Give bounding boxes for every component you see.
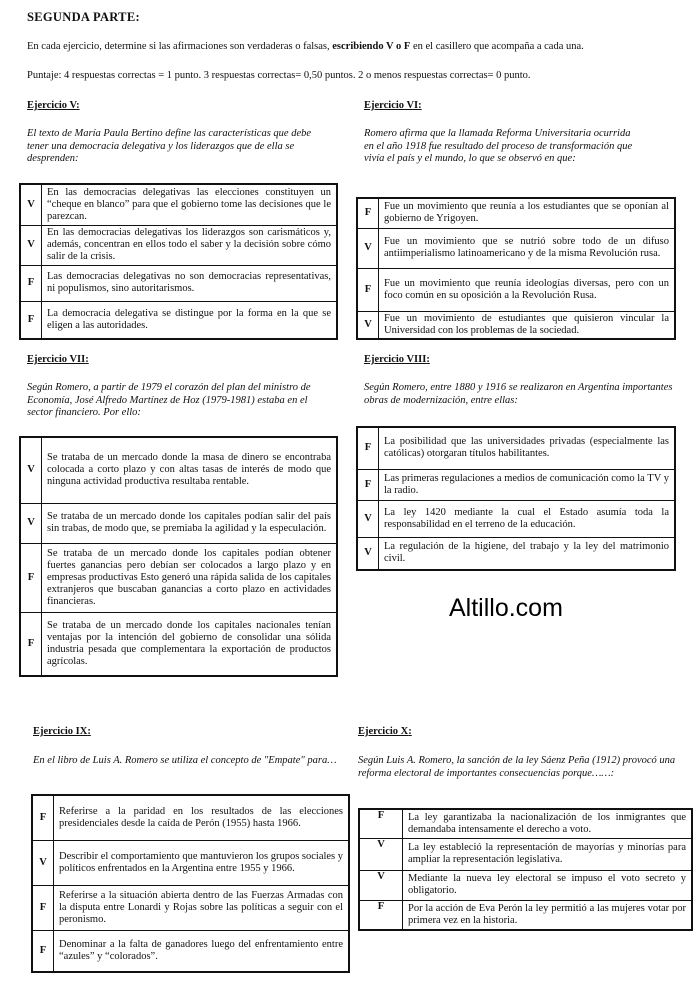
statement-cell: Se trataba de un mercado donde los capitales podían obtener fuertes ganancias pero debían ser colocados a largo plazo y en empresas productivas Esto generó una rápida salida de los capitales extranjeros que buscaban ganancias a corto plazo en actividades financieras. bbox=[42, 543, 338, 612]
table-row bbox=[20, 503, 337, 543]
statement-cell: Fue un movimiento que reunía ideologías diversas, pero con un foco común en su oposición a la Revolución Rusa. bbox=[379, 268, 676, 311]
statement-cell: Referirse a la situación abierta dentro de las Fuerzas Armadas con la disputa entre Lonardi y Rojas sobre las políticas a seguir con el peronismo. bbox=[54, 885, 350, 930]
statement-cell: Fue un movimiento que se nutrió sobre todo de un difuso antiimperialismo latinoamericano y de la misma Revolución rusa. bbox=[379, 228, 676, 268]
exercise-vi-prompt: Romero afirma que la llamada Reforma Universitaria ocurrida en el año 1918 fue resultado del proceso de transformación que vivía el país y el mundo, lo que se observó en que: bbox=[364, 128, 633, 164]
statement-cell: Describir el comportamiento que mantuvieron los grupos sociales y políticos enfrentados en la Argentina entre 1955 y 1966. bbox=[54, 840, 350, 885]
answer-cell[interactable]: V bbox=[20, 503, 42, 543]
table-row bbox=[357, 427, 675, 469]
answer-cell[interactable]: F bbox=[357, 469, 379, 500]
answer-cell[interactable]: V bbox=[20, 437, 42, 503]
answer-cell[interactable]: V bbox=[20, 225, 42, 265]
page-title: SEGUNDA PARTE: bbox=[27, 10, 140, 24]
statement-cell: En las democracias delegativas los liderazgos son carismáticos y, además, concentran en ellos todo el saber y la decisión sobre cómo salir de la crisis. bbox=[42, 225, 338, 265]
exercise-x-table bbox=[358, 808, 693, 931]
statement-cell: Las primeras regulaciones a medios de comunicación como la TV y la radio. bbox=[379, 469, 676, 500]
instructions bbox=[27, 40, 667, 53]
statement-cell: Se trataba de un mercado donde la masa de dinero se encontraba colocada a corto plazo y con altas tasas de interés de modo que ninguna actividad productiva resultaba rentable. bbox=[42, 437, 338, 503]
answer-cell[interactable]: V bbox=[357, 537, 379, 570]
scoring-rules: Puntaje: 4 respuestas correctas = 1 punto. 3 respuestas correctas= 0,50 puntos. 2 o menos respuestas correctas= 0 punto. bbox=[27, 70, 531, 81]
answer-cell[interactable]: F bbox=[357, 198, 379, 228]
instruction-post: en el casillero que acompaña a cada una. bbox=[410, 41, 584, 52]
statement-cell: Por la acción de Eva Perón la ley permitió a las mujeres votar por primera vez en la historia. bbox=[403, 900, 693, 930]
exercise-viii-table bbox=[356, 426, 676, 571]
answer-cell[interactable]: F bbox=[359, 900, 403, 930]
table-row bbox=[20, 225, 337, 265]
table-row bbox=[357, 537, 675, 570]
statement-cell: Referirse a la paridad en los resultados de las elecciones presidenciales desde la caída de Perón (1955) hasta 1966. bbox=[54, 795, 350, 840]
table-row bbox=[359, 809, 692, 838]
statement-cell: La ley estableció la representación de mayorías y minorías para ampliar la representación legislativa. bbox=[403, 838, 693, 870]
table-row bbox=[357, 469, 675, 500]
table-row bbox=[359, 838, 692, 870]
table-row bbox=[20, 437, 337, 503]
exercise-v-prompt: El texto de María Paula Bertino define las características que debe tener una democracia delegativa y los liderazgos que de ella se desprenden: bbox=[27, 128, 312, 164]
exercise-vi-table bbox=[356, 197, 676, 340]
table-row bbox=[32, 885, 349, 930]
answer-cell[interactable]: V bbox=[359, 838, 403, 870]
exercise-vii-table bbox=[19, 436, 338, 677]
exercise-vii-heading: Ejercicio VII: bbox=[27, 354, 89, 365]
table-row bbox=[357, 311, 675, 339]
table-row bbox=[357, 198, 675, 228]
statement-cell: Se trataba de un mercado donde los capitales podían salir del país sin trabas, de modo que, se premiaba la agilidad y la especulación. bbox=[42, 503, 338, 543]
answer-cell[interactable]: F bbox=[20, 612, 42, 676]
instruction-bold: escribiendo V o F bbox=[332, 41, 411, 52]
table-row bbox=[20, 301, 337, 339]
exercise-vii-prompt: Según Romero, a partir de 1979 el corazón del plan del ministro de Economía, José Alfredo Martínez de Hoz (1979-1981) estaba en el sector financiero. Por ello: bbox=[27, 382, 311, 418]
exercise-ix-prompt: En el libro de Luis A. Romero se utiliza el concepto de "Empate" para… bbox=[33, 755, 337, 766]
answer-cell[interactable]: V bbox=[357, 311, 379, 339]
exercise-viii-prompt: Según Romero, entre 1880 y 1916 se realizaron en Argentina importantes obras de modernización, entre ellas: bbox=[364, 382, 673, 406]
answer-cell[interactable]: V bbox=[357, 228, 379, 268]
table-row bbox=[357, 268, 675, 311]
table-row bbox=[32, 840, 349, 885]
statement-cell: Mediante la nueva ley electoral se impuso el voto secreto y obligatorio. bbox=[403, 870, 693, 900]
answer-cell[interactable]: F bbox=[20, 265, 42, 301]
table-row bbox=[357, 500, 675, 537]
table-row bbox=[359, 870, 692, 900]
table-row bbox=[20, 265, 337, 301]
answer-cell[interactable]: F bbox=[357, 268, 379, 311]
statement-cell: La ley 1420 mediante la cual el Estado asumía toda la responsabilidad en el terreno de la educación. bbox=[379, 500, 676, 537]
statement-cell: Denominar a la falta de ganadores luego del enfrentamiento entre “azules” y “colorados”. bbox=[54, 930, 350, 972]
brand-logo: Altillo.com bbox=[449, 594, 563, 622]
exercise-x-heading: Ejercicio X: bbox=[358, 726, 412, 737]
statement-cell: La posibilidad que las universidades privadas (especialmente las católicas) otorgaran títulos habilitantes. bbox=[379, 427, 676, 469]
table-row bbox=[32, 795, 349, 840]
statement-cell: Fue un movimiento de estudiantes que quisieron vincular la Universidad con los problemas de la sociedad. bbox=[379, 311, 676, 339]
answer-cell[interactable]: F bbox=[20, 543, 42, 612]
exercise-v-heading: Ejercicio V: bbox=[27, 100, 80, 111]
table-row bbox=[32, 930, 349, 972]
statement-cell: La democracia delegativa se distingue por la forma en la que se eligen a las autoridades. bbox=[42, 301, 338, 339]
exercise-v-table bbox=[19, 183, 338, 340]
answer-cell[interactable]: V bbox=[359, 870, 403, 900]
answer-cell[interactable]: F bbox=[357, 427, 379, 469]
exercise-vi-heading: Ejercicio VI: bbox=[364, 100, 422, 111]
table-row bbox=[357, 228, 675, 268]
answer-cell[interactable]: F bbox=[32, 795, 54, 840]
table-row bbox=[20, 184, 337, 225]
exercise-ix-heading: Ejercicio IX: bbox=[33, 726, 91, 737]
answer-cell[interactable]: F bbox=[32, 885, 54, 930]
exercise-x-prompt: Según Luis A. Romero, la sanción de la ley Sáenz Peña (1912) provocó una reforma electoral de importantes consecuencias porque……: bbox=[358, 755, 676, 779]
statement-cell: Se trataba de un mercado donde los capitales nacionales tenían ventajas por la intención del gobierno de consolidar una sólida industria pesada que complementara la exportación de productos agrícolas. bbox=[42, 612, 338, 676]
statement-cell: En las democracias delegativas las elecciones constituyen un “cheque en blanco” para que el gobierno tome las decisiones que le parezcan. bbox=[42, 184, 338, 225]
exercise-viii-heading: Ejercicio VIII: bbox=[364, 354, 430, 365]
table-row bbox=[20, 543, 337, 612]
statement-cell: La regulación de la higiene, del trabajo y la ley del matrimonio civil. bbox=[379, 537, 676, 570]
answer-cell[interactable]: F bbox=[20, 301, 42, 339]
exercise-ix-table bbox=[31, 794, 350, 973]
instruction-pre: En cada ejercicio, determine si las afirmaciones son verdaderas o falsas, bbox=[27, 41, 333, 52]
answer-cell[interactable]: F bbox=[32, 930, 54, 972]
answer-cell[interactable]: V bbox=[20, 184, 42, 225]
answer-cell[interactable]: V bbox=[32, 840, 54, 885]
statement-cell: Las democracias delegativas no son democracias representativas, ni populismos, sino autoritarismos. bbox=[42, 265, 338, 301]
table-row bbox=[359, 900, 692, 930]
table-row bbox=[20, 612, 337, 676]
answer-cell[interactable]: V bbox=[357, 500, 379, 537]
statement-cell: Fue un movimiento que reunía a los estudiantes que se oponían al gobierno de Yrigoyen. bbox=[379, 198, 676, 228]
statement-cell: La ley garantizaba la nacionalización de los inmigrantes que demandaba intensamente el derecho a voto. bbox=[403, 809, 693, 838]
answer-cell[interactable]: F bbox=[359, 809, 403, 838]
